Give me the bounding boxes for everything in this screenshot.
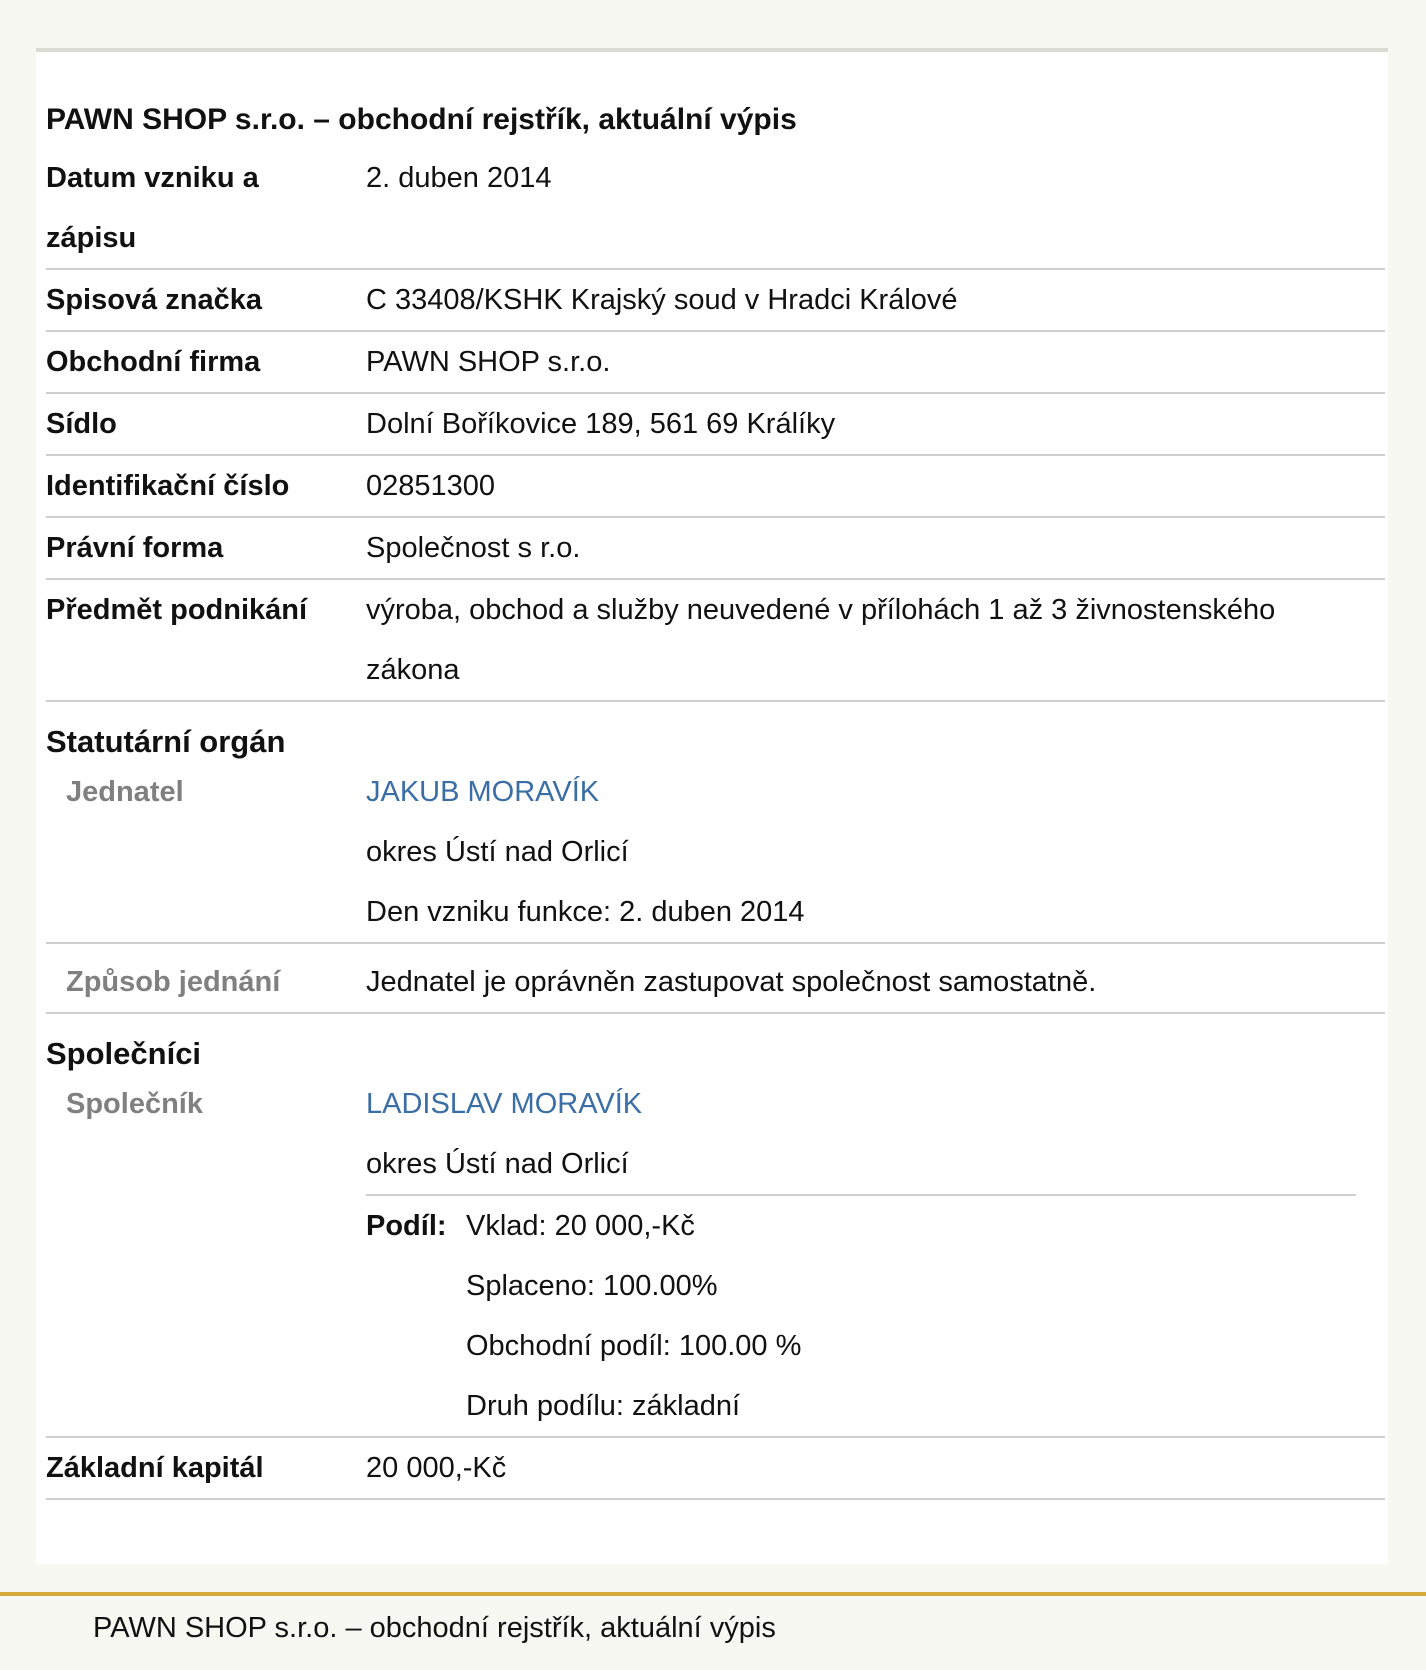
person-district: okres Ústí nad Orlicí (366, 836, 629, 868)
function-start-date: Den vzniku funkce: 2. duben 2014 (366, 896, 805, 928)
row-label: Sídlo (46, 408, 117, 440)
section-spolecnici: Společníci (46, 1036, 202, 1071)
row-label: Společník (66, 1088, 203, 1120)
share-block (366, 1196, 1385, 1436)
value-line-1: výroba, obchod a služby neuvedené v přílohách 1 až 3 živnostenského (366, 594, 1276, 626)
person-link-spolecnik[interactable]: LADISLAV MORAVÍK (366, 1088, 643, 1120)
row-value (366, 580, 1385, 700)
row-predmet-podnikani (46, 580, 1385, 702)
footer-title: PAWN SHOP s.r.o. – obchodní rejstřík, aktuální výpis (93, 1612, 776, 1644)
row-label: Základní kapitál (46, 1452, 264, 1484)
row-value: Jednatel je oprávněn zastupovat společnost samostatně. (366, 966, 1097, 998)
row-value (366, 762, 1385, 942)
row-value: Společnost s r.o. (366, 532, 581, 564)
row-identifikacni-cislo (46, 456, 1385, 518)
register-extract (46, 52, 1385, 1500)
row-value: PAWN SHOP s.r.o. (366, 346, 611, 378)
label-line-2: zápisu (46, 222, 137, 254)
row-value (366, 1074, 1385, 1436)
row-spolecnik (46, 1074, 1385, 1438)
share-item: Druh podílu: základní (466, 1390, 741, 1422)
share-item: Vklad: 20 000,-Kč (466, 1210, 695, 1242)
row-datum-vzniku (46, 148, 1385, 270)
row-label: Způsob jednání (66, 966, 281, 998)
value-line-2: zákona (366, 654, 460, 686)
footer (0, 1592, 1426, 1670)
share-item: Splaceno: 100.00% (466, 1270, 718, 1302)
row-label: Předmět podnikání (46, 594, 308, 626)
row-value: 02851300 (366, 470, 496, 502)
document-page (36, 48, 1388, 1564)
share-label: Podíl: (366, 1210, 447, 1242)
row-jednatel (46, 762, 1385, 944)
person-district: okres Ústí nad Orlicí (366, 1148, 629, 1180)
page-title: PAWN SHOP s.r.o. – obchodní rejstřík, aktuální výpis (46, 103, 797, 136)
row-value: Dolní Boříkovice 189, 561 69 Králíky (366, 408, 836, 440)
row-pravni-forma (46, 518, 1385, 580)
row-label: Identifikační číslo (46, 470, 290, 502)
row-label: Obchodní firma (46, 346, 261, 378)
row-zpusob-jednani (46, 944, 1385, 1014)
person-link-jednatel[interactable]: JAKUB MORAVÍK (366, 776, 600, 808)
row-value: 2. duben 2014 (366, 162, 552, 194)
row-value: C 33408/KSHK Krajský soud v Hradci Králové (366, 284, 958, 316)
row-obchodni-firma (46, 332, 1385, 394)
row-label (46, 148, 366, 268)
row-zakladni-kapital (46, 1438, 1385, 1500)
row-label: Právní forma (46, 532, 224, 564)
share-items (466, 1196, 801, 1436)
section-statutarni-organ: Statutární orgán (46, 724, 286, 759)
label-line-1: Datum vzniku a (46, 162, 259, 194)
row-value: 20 000,-Kč (366, 1452, 507, 1484)
row-spisova-znacka (46, 270, 1385, 332)
row-label: Jednatel (66, 776, 184, 808)
share-item: Obchodní podíl: 100.00 % (466, 1330, 802, 1362)
row-label: Spisová značka (46, 284, 262, 316)
row-sidlo (46, 394, 1385, 456)
